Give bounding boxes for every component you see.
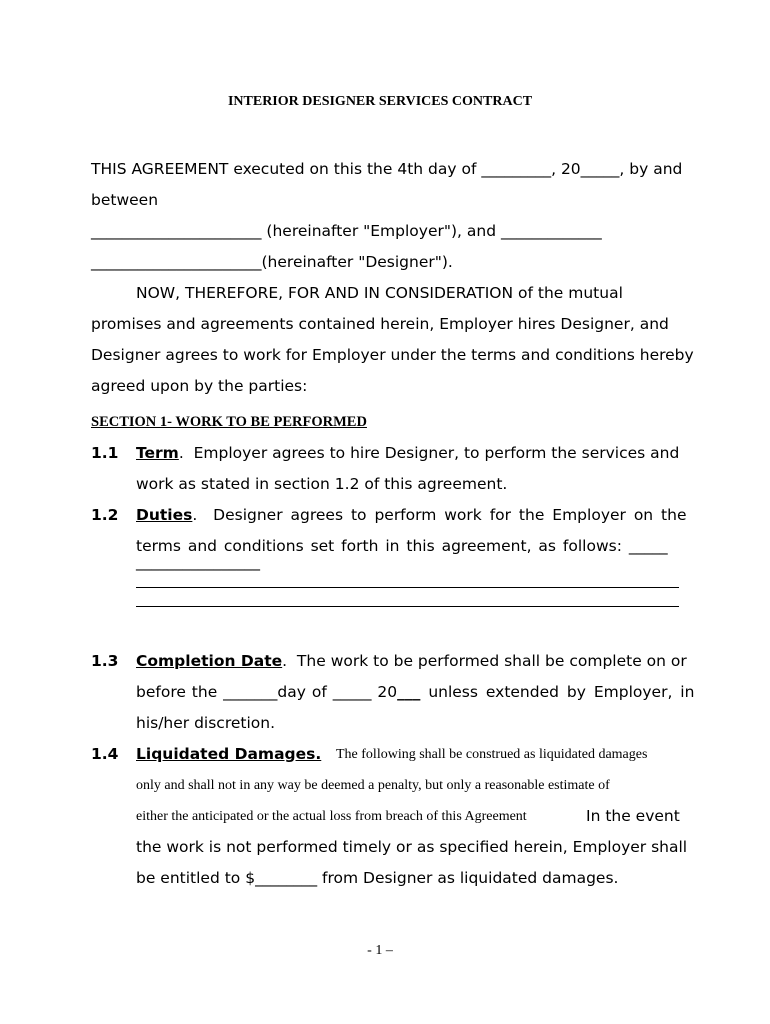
clause-1-3-extension-text: unless extended by Employer, in: [420, 683, 695, 701]
clause-1-4-number: 1.4: [91, 745, 119, 763]
clause-1-1-number: 1.1: [91, 444, 119, 462]
clause-1-4-line-3a: either the anticipated or the actual loss from breach of this Agreement: [136, 809, 527, 824]
document-title: INTERIOR DESIGNER SERVICES CONTRACT: [227, 94, 533, 109]
clause-1-2-number: 1.2: [91, 506, 119, 524]
clause-1-3-year-blank: ___: [397, 683, 421, 701]
intro-line-3: ______________________ (hereinafter "Employer"), and _____________: [91, 222, 602, 240]
section-1-heading: SECTION 1- WORK TO BE PERFORMED: [91, 414, 367, 430]
consideration-line-2: promises and agreements contained herein, Employer hires Designer, and: [91, 315, 669, 333]
clause-1-3-line-1: [136, 652, 687, 670]
duties-blank-line-2: [136, 606, 679, 607]
clause-1-1-line-2: work as stated in section 1.2 of this agreement.: [136, 475, 508, 493]
clause-1-4-line-4: the work is not performed timely or as specified herein, Employer shall: [136, 838, 688, 856]
clause-1-4-label: Liquidated Damages.: [136, 745, 322, 763]
clause-1-3-number: 1.3: [91, 652, 119, 670]
clause-1-4-line-3b: In the event: [586, 807, 680, 825]
clause-1-1-line-1: [136, 444, 679, 462]
clause-1-4-line-2: only and shall not in any way be deemed a penalty, but only a reasonable estimate of: [136, 778, 610, 793]
clause-1-3-text: . The work to be performed shall be complete on or: [282, 652, 687, 670]
intro-line-1: [91, 160, 683, 178]
consideration-line-4: agreed upon by the parties:: [91, 377, 308, 395]
clause-1-2-line-2: terms and conditions set forth in this agreement, as follows: _____: [136, 537, 668, 555]
clause-1-3-label: Completion Date: [136, 652, 283, 670]
clause-1-2-text: . Designer agrees to perform work for the Employer on the: [192, 506, 687, 524]
clause-1-2-line-3: ________________: [136, 553, 260, 571]
consideration-line-1: NOW, THEREFORE, FOR AND IN CONSIDERATION of the mutual: [136, 284, 623, 302]
clause-1-2-label: Duties: [136, 506, 193, 524]
intro-line-1-text: THIS AGREEMENT executed on this the 4th day of _________, 20_____, by and: [91, 160, 683, 178]
clause-1-4-line-1-text: The following shall be construed as liquidated damages: [336, 747, 648, 762]
clause-1-3-line-2: [136, 683, 694, 701]
clause-1-3-date-text: before the _______day of _____ 20: [136, 683, 398, 701]
duties-blank-line-1: [136, 587, 679, 588]
clause-1-1-label: Term: [136, 444, 179, 462]
consideration-line-3: Designer agrees to work for Employer under the terms and conditions hereby: [91, 346, 694, 364]
page-number: - 1 –: [367, 943, 393, 958]
clause-1-2-line-1: [136, 506, 687, 524]
clause-1-4-line-5: be entitled to $________ from Designer as liquidated damages.: [136, 869, 619, 887]
clause-1-1-text: . Employer agrees to hire Designer, to perform the services and: [178, 444, 680, 462]
intro-line-4: ______________________(hereinafter "Designer").: [91, 253, 453, 271]
intro-line-2: between: [91, 191, 159, 209]
clause-1-3-line-3: his/her discretion.: [136, 714, 276, 732]
